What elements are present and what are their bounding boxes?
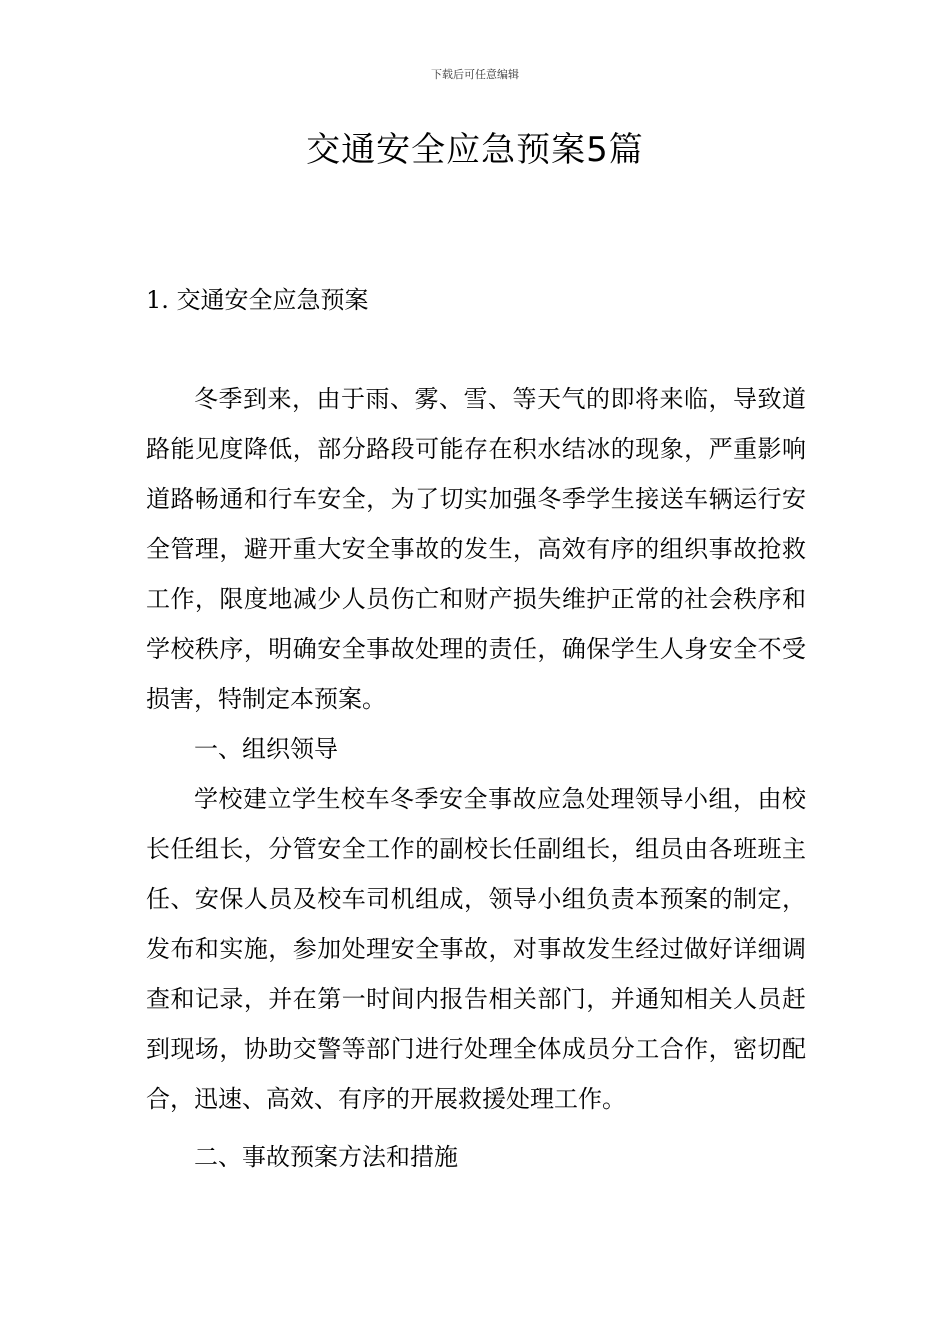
paragraph-intro: 冬季到来，由于雨、雾、雪、等天气的即将来临，导致道路能见度降低，部分路段可能存在积水结冰的现象，严重影响道路畅通和行车安全，为了切实加强冬季学生接送车辆运行安全管理，避开重大安全事故的发生，高效有序的组织事故抢救工作，限度地减少人员伤亡和财产损失维护正常的社会秩序和学校秩序，明确安全事故处理的责任，确保学生人身安全不受损害，特制定本预案。 bbox=[146, 385, 806, 713]
paragraph-organization: 学校建立学生校车冬季安全事故应急处理领导小组，由校长任组长，分管安全工作的副校长任副组长，组员由各班班主任、安保人员及校车司机组成，领导小组负责本预案的制定，发布和实施，参加处理安全事故，对事故发生经过做好详细调查和记录，并在第一时间内报告相关部门，并通知相关人员赶到现场，协助交警等部门进行处理全体成员分工合作，密切配合，迅速、高效、有序的开展救援处理工作。 bbox=[146, 785, 806, 1113]
heading-measures: 二、事故预案方法和措施 bbox=[194, 1143, 458, 1171]
document-title: 交通安全应急预案5篇 bbox=[306, 130, 644, 170]
header-note: 下载后可任意编辑 bbox=[431, 68, 519, 81]
document-body bbox=[146, 374, 806, 1182]
heading-organization: 一、组织领导 bbox=[194, 735, 338, 763]
section-title: 1. 交通安全应急预案 bbox=[146, 286, 369, 314]
